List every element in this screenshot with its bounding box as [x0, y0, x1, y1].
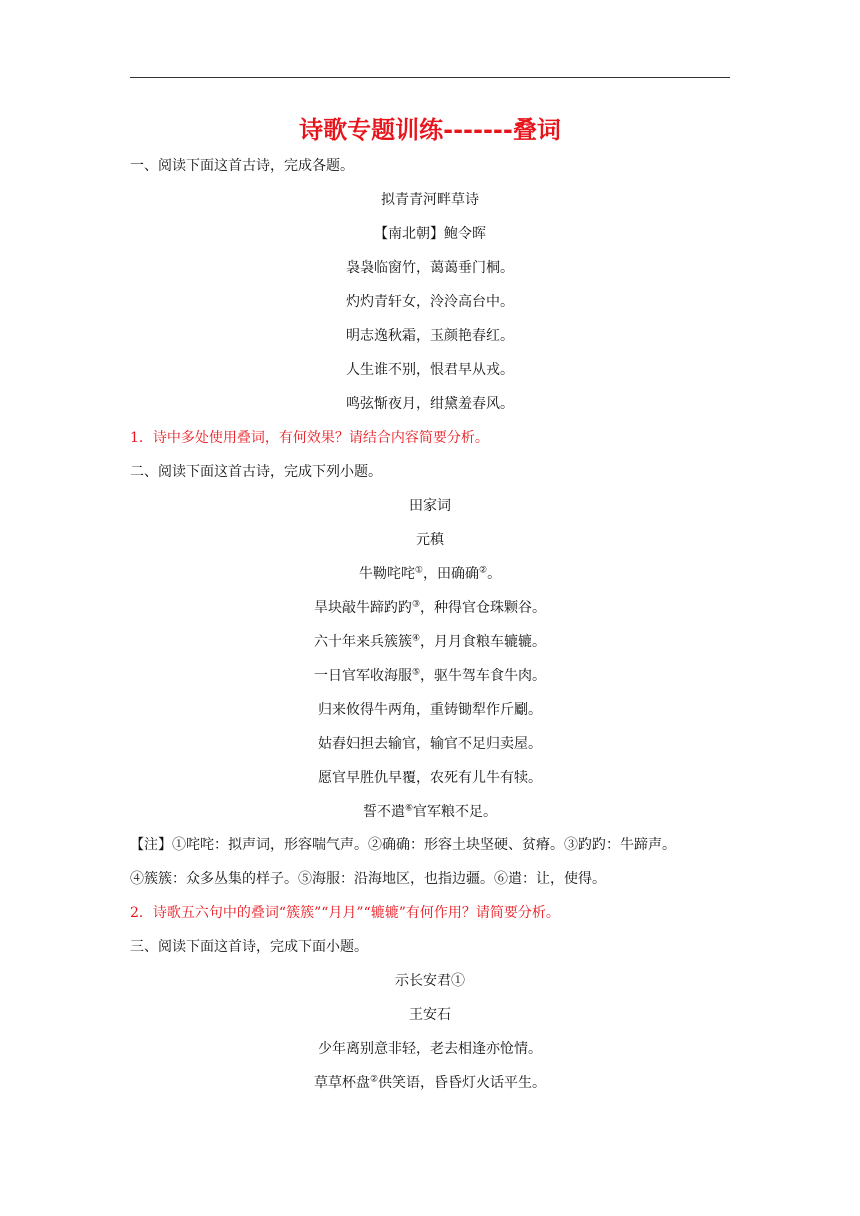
footnote-marker: ②: [369, 1074, 379, 1085]
footnote-marker: ④: [411, 633, 421, 644]
page-title: 诗歌专题训练-------叠词: [299, 116, 561, 144]
poem1-line: 鸣弦惭夜月，绀黛羞春风。: [346, 396, 514, 412]
footnote-marker: ②: [479, 565, 488, 576]
poem1-line: 袅袅临窗竹，蔼蔼垂门桐。: [346, 260, 514, 276]
section1-heading: 一、阅读下面这首古诗，完成各题。: [130, 158, 354, 174]
poem2-line: 一日官军收海服⑤，驱牛驾车食牛肉。: [313, 667, 547, 684]
poem2-author: 元稹: [416, 532, 444, 548]
poem2-line: 誓不遣⑥官军粮不足。: [362, 803, 498, 820]
poem2-line: 归来攸得牛两角，重铸锄犁作斤劚。: [318, 702, 542, 718]
poem2-line: 牛靿咤咤①，田确确②。: [358, 565, 502, 582]
poem3-line: 少年离别意非轻，老去相逢亦怆情。: [318, 1041, 542, 1057]
footnote-marker: ①: [414, 565, 423, 576]
poem1-title: 拟青青河畔草诗: [381, 192, 479, 208]
poem3-title: 示长安君①: [395, 973, 465, 989]
question-1: 1．诗中多处使用叠词，有何效果？请结合内容简要分析。: [130, 430, 489, 446]
poem1-line: 人生谁不别，恨君早从戎。: [346, 362, 514, 378]
poem2-line: 姑舂妇担去输官，输官不足归卖屋。: [318, 736, 542, 752]
poem3-line: 草草杯盘②供笑语，昏昏灯火话平生。: [313, 1074, 547, 1091]
footnote-marker: ⑤: [411, 667, 421, 678]
poem2-title: 田家词: [409, 498, 451, 514]
poem2-notes: ④簇簇：众多丛集的样子。⑤海服：沿海地区，也指边疆。⑥遣：让，使得。: [130, 871, 606, 887]
section3-heading: 三、阅读下面这首诗，完成下面小题。: [130, 939, 368, 955]
header-rule: [130, 77, 730, 78]
footnote-marker: ③: [411, 599, 421, 610]
poem2-notes: 【注】①咤咤：拟声词，形容喘气声。②确确：形容土块坚硬、贫瘠。③趵趵：牛蹄声。: [130, 837, 676, 853]
poem1-line: 灼灼青轩女，泠泠高台中。: [346, 294, 514, 310]
section2-heading: 二、阅读下面这首古诗，完成下列小题。: [130, 464, 382, 480]
poem2-line: 六十年来兵簇簇④，月月食粮车辘辘。: [313, 633, 547, 650]
question-2: 2．诗歌五六句中的叠词“簇簇”“月月”“辘辘”有何作用？请简要分析。: [130, 905, 560, 921]
footnote-marker: ⑥: [404, 803, 414, 814]
poem2-line: 愿官早胜仇早覆，农死有儿牛有犊。: [318, 770, 542, 786]
poem3-author: 王安石: [409, 1007, 451, 1023]
poem2-line: 旱块敲牛蹄趵趵③，种得官仓珠颗谷。: [313, 599, 547, 616]
poem1-line: 明志逸秋霜，玉颜艳春红。: [346, 328, 514, 344]
poem1-author: 【南北朝】鲍令晖: [374, 226, 486, 242]
